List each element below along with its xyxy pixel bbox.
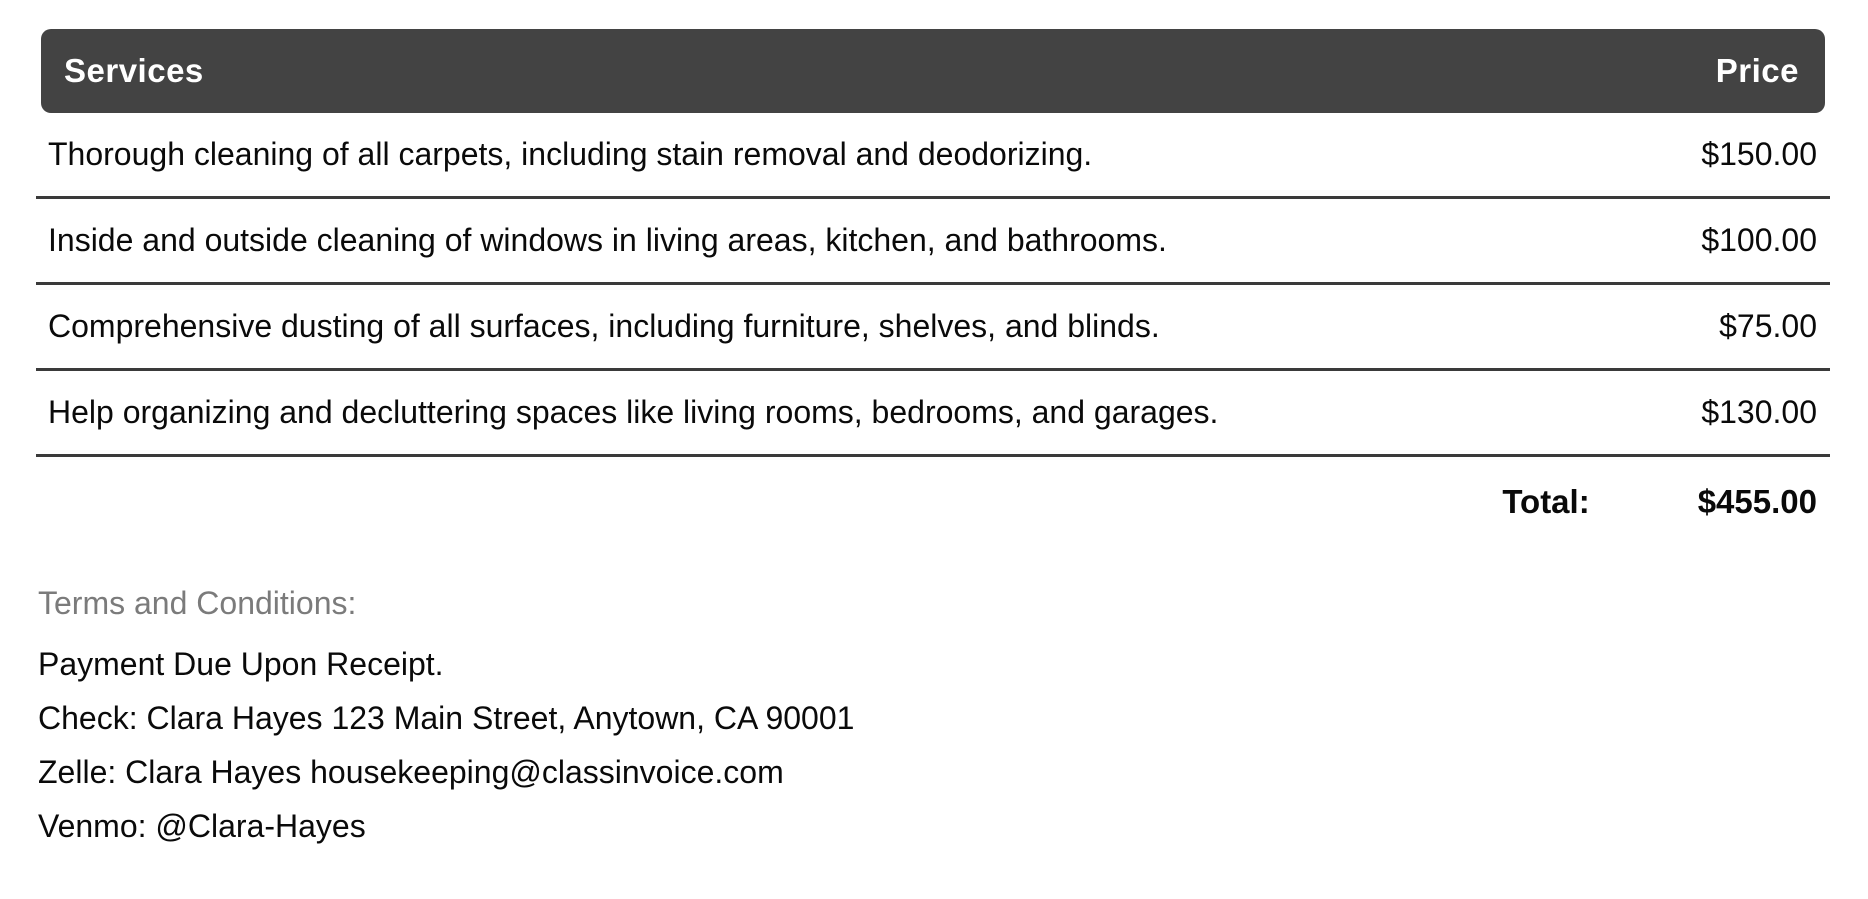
total-value: $455.00 — [1697, 483, 1817, 520]
service-price: $75.00 — [1719, 308, 1817, 344]
table-header-row — [41, 29, 1825, 113]
service-price: $150.00 — [1701, 136, 1817, 172]
table-row — [36, 285, 1830, 371]
invoice-page — [0, 29, 1868, 899]
terms-line-check: Check: Clara Hayes 123 Main Street, Anytown, CA 90001 — [38, 700, 855, 736]
table-row — [36, 199, 1830, 285]
terms-heading: Terms and Conditions: — [38, 585, 357, 621]
price-column-header: Price — [1715, 52, 1799, 89]
service-description: Help organizing and decluttering spaces like living rooms, bedrooms, and garages. — [48, 394, 1219, 430]
service-description: Inside and outside cleaning of windows in living areas, kitchen, and bathrooms. — [48, 222, 1167, 258]
terms-line-venmo: Venmo: @Clara-Hayes — [38, 808, 366, 844]
terms-section — [38, 583, 1868, 853]
service-description: Thorough cleaning of all carpets, including stain removal and deodorizing. — [48, 136, 1093, 172]
service-price: $100.00 — [1701, 222, 1817, 258]
table-row — [36, 113, 1830, 199]
services-column-header: Services — [64, 52, 204, 89]
service-description: Comprehensive dusting of all surfaces, including furniture, shelves, and blinds. — [48, 308, 1160, 344]
terms-line-payment: Payment Due Upon Receipt. — [38, 646, 444, 682]
total-label: Total: — [1502, 483, 1590, 520]
terms-line-zelle: Zelle: Clara Hayes housekeeping@classinvoice.com — [38, 754, 784, 790]
total-row — [36, 457, 1830, 547]
service-price: $130.00 — [1701, 394, 1817, 430]
table-row — [36, 371, 1830, 457]
services-table — [36, 29, 1830, 547]
